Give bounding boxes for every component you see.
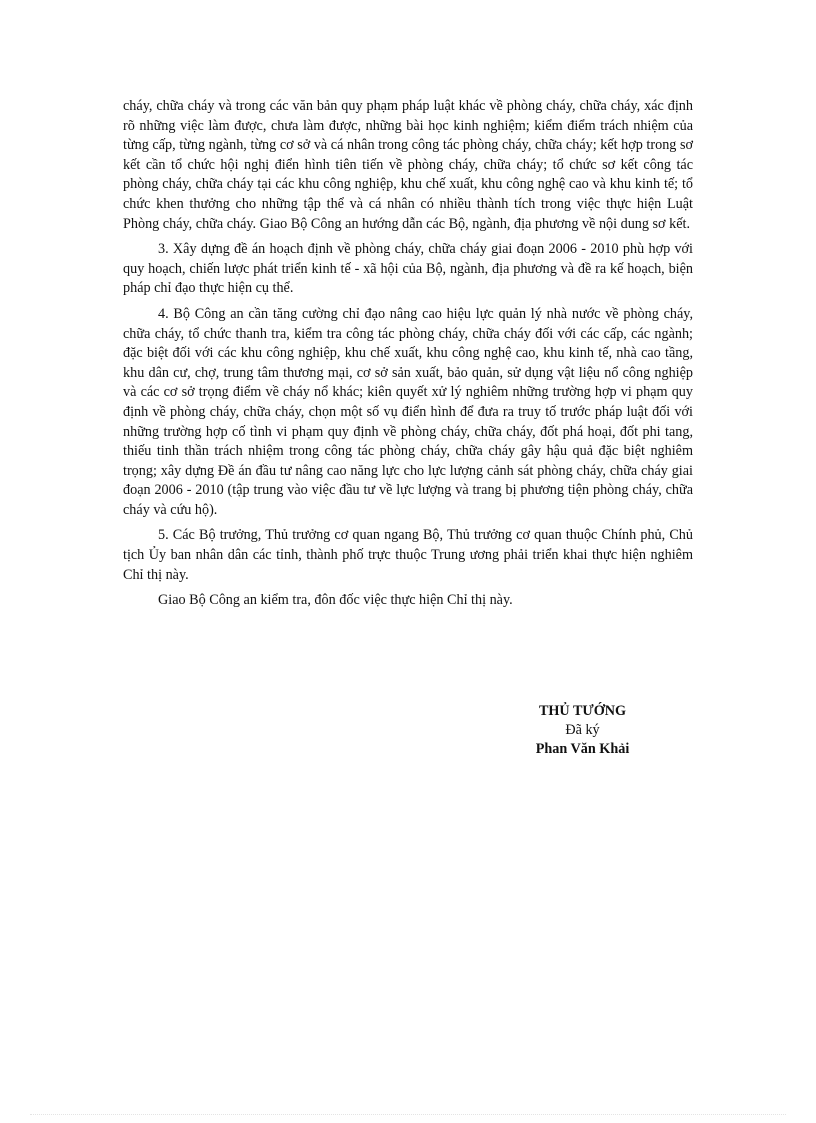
signature-title: THỦ TƯỚNG xyxy=(538,703,627,719)
document-body xyxy=(123,97,693,617)
paragraph-closing: Giao Bộ Công an kiểm tra, đôn đốc việc thực hiện Chỉ thị này. xyxy=(158,592,513,609)
paragraph-item-3: 3. Xây dựng đề án hoạch định về phòng cháy, chữa cháy giai đoạn 2006 - 2010 phù hợp với quy hoạch, chiến lược phát triển kinh tế - xã hội của Bộ, ngành, địa phương và đề ra kế hoạch, biện pháp chỉ đạo thực hiện cụ thể. xyxy=(123,241,693,297)
paragraph-item-5: 5. Các Bộ trưởng, Thủ trưởng cơ quan ngang Bộ, Thủ trưởng cơ quan thuộc Chính phủ, Chủ tịch Ủy ban nhân dân các tỉnh, thành phố trực thuộc Trung ương phải triển khai thực hiện nghiêm Chỉ thị này. xyxy=(123,527,693,583)
signature-status: Đã ký xyxy=(565,722,600,738)
page-bottom-divider xyxy=(30,1114,786,1115)
signature-block xyxy=(500,702,665,759)
signature-name: Phan Văn Khải xyxy=(535,741,630,757)
paragraph-continuation: cháy, chữa cháy và trong các văn bản quy phạm pháp luật khác về phòng cháy, chữa cháy, xác định rõ những việc làm được, chưa làm được, những bài học kinh nghiệm; kiểm điểm trách nhiệm của từng cấp, từng ngành, từng cơ sở và cá nhân trong công tác phòng cháy, chữa cháy; kết hợp trong sơ kết cần tổ chức hội nghị điển hình tiên tiến về phòng cháy, chữa cháy; tổ chức sơ kết công tác phòng cháy, chữa cháy tại các khu công nghiệp, khu chế xuất, khu công nghệ cao và khu kinh tế; tổ chức khen thưởng cho những tập thể và cá nhân có nhiều thành tích trong việc thực hiện Luật Phòng cháy, chữa cháy. Giao Bộ Công an hướng dẫn các Bộ, ngành, địa phương về nội dung sơ kết. xyxy=(123,98,693,232)
paragraph-item-4: 4. Bộ Công an cần tăng cường chỉ đạo nâng cao hiệu lực quản lý nhà nước về phòng cháy, chữa cháy, tổ chức thanh tra, kiểm tra công tác phòng cháy, chữa cháy đối với các cấp, các ngành; đặc biệt đối với các khu công nghiệp, khu chế xuất, khu công nghệ cao, khu kinh tế, nhà cao tầng, khu dân cư, chợ, trung tâm thương mại, cơ sở sản xuất, bảo quản, sử dụng vật liệu nổ công nghiệp và các cơ sở trọng điểm về cháy nổ khác; kiên quyết xử lý nghiêm những trường hợp vi phạm quy định về phòng cháy, chữa cháy, chọn một số vụ điển hình để đưa ra truy tố trước pháp luật đối với những trường hợp cố tình vi phạm quy định về phòng cháy, chữa cháy, đốt phá hoại, đốt phi tang, thiếu tinh thần trách nhiệm trong công tác phòng cháy, chữa cháy gây hậu quả đặc biệt nghiêm trọng; xây dựng Đề án đầu tư nâng cao năng lực cho lực lượng cảnh sát phòng cháy, chữa cháy giai đoạn 2006 - 2010 (tập trung vào việc đầu tư về lực lượng và trang bị phương tiện phòng cháy, chữa cháy và cứu hộ). xyxy=(123,305,693,518)
